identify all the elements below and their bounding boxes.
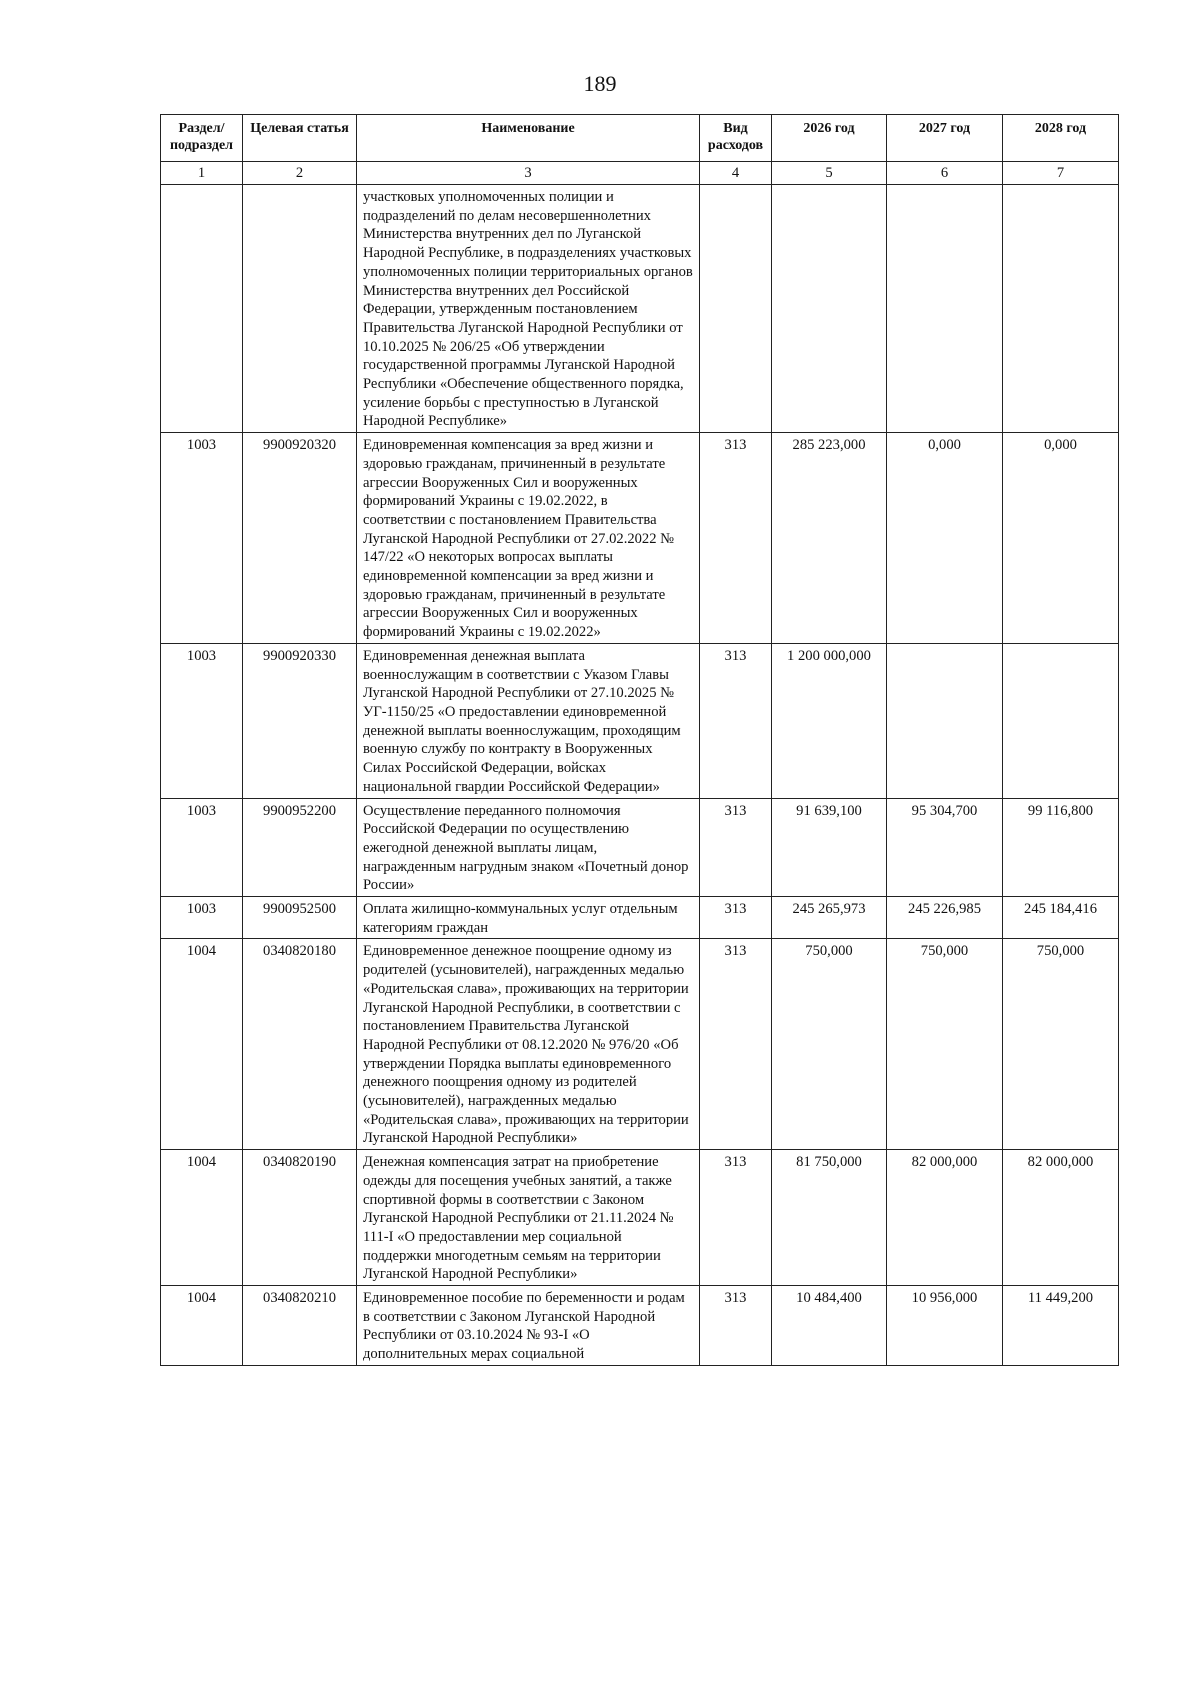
table-row <box>161 185 1119 433</box>
section-cell <box>161 185 243 433</box>
target-cell <box>243 185 357 433</box>
header-year-2028: 2028 год <box>1003 115 1119 162</box>
amount-2028-cell: 11 449,200 <box>1003 1286 1119 1366</box>
column-number: 4 <box>700 162 772 185</box>
type-cell: 313 <box>700 643 772 798</box>
amount-2027-cell: 82 000,000 <box>887 1150 1003 1286</box>
amount-2028-cell: 750,000 <box>1003 939 1119 1150</box>
header-expense-type: Вид расходов <box>700 115 772 162</box>
column-number: 2 <box>243 162 357 185</box>
column-number: 7 <box>1003 162 1119 185</box>
name-cell: Единовременная компенсация за вред жизни и здоровью гражданам, причиненный в результате агрессии Вооруженных Сил и вооруженных формирований Украины с 19.02.2022, в соответствии с постановлением Правительства Луганской Народной Республики от 27.02.2022 № 147/22 «О некоторых вопросах выплаты единовременной компенсации за вред жизни и здоровью гражданам, причиненный в результате агрессии Вооруженных Сил и вооруженных формирований Украины с 19.02.2022» <box>357 433 700 644</box>
amount-2028-cell: 99 116,800 <box>1003 798 1119 897</box>
amount-2026-cell: 285 223,000 <box>772 433 887 644</box>
name-cell: Денежная компенсация затрат на приобретение одежды для посещения учебных занятий, а также спортивной формы в соответствии с Законом Луганской Народной Республики от 21.11.2024 № 111-I «О предоставлении мер социальной поддержки многодетным семьям на территории Луганской Народной Республики» <box>357 1150 700 1286</box>
amount-2028-cell: 245 184,416 <box>1003 897 1119 939</box>
column-number-row <box>161 162 1119 185</box>
section-cell: 1003 <box>161 433 243 644</box>
amount-2026-cell <box>772 185 887 433</box>
target-cell: 0340820190 <box>243 1150 357 1286</box>
column-number: 3 <box>357 162 700 185</box>
amount-2027-cell: 0,000 <box>887 433 1003 644</box>
amount-2027-cell: 95 304,700 <box>887 798 1003 897</box>
column-number: 5 <box>772 162 887 185</box>
name-cell: Единовременная денежная выплата военнослужащим в соответствии с Указом Главы Луганской Народной Республики от 27.10.2025 № УГ-1150/25 «О предоставлении единовременной денежной выплаты военнослужащим, проходящим военную службу по контракту в Вооруженных Силах Российской Федерации, войсках национальной гвардии Российской Федерации» <box>357 643 700 798</box>
amount-2028-cell: 0,000 <box>1003 433 1119 644</box>
table-row <box>161 433 1119 644</box>
section-cell: 1004 <box>161 1286 243 1366</box>
section-cell: 1003 <box>161 643 243 798</box>
header-name: Наименование <box>357 115 700 162</box>
name-cell: Единовременное денежное поощрение одному из родителей (усыновителей), награжденных медалью «Родительская слава», проживающих на территории Луганской Народной Республики, в соответствии с постановлением Правительства Луганской Народной Республики от 08.12.2020 № 976/20 «Об утверждении Порядка выплаты единовременного денежного поощрения одному из родителей (усыновителей), награжденных медалью «Родительская слава», проживающих на территории Луганской Народной Республики» <box>357 939 700 1150</box>
amount-2026-cell: 91 639,100 <box>772 798 887 897</box>
section-cell: 1003 <box>161 798 243 897</box>
amount-2027-cell <box>887 185 1003 433</box>
amount-2028-cell: 82 000,000 <box>1003 1150 1119 1286</box>
table-row <box>161 798 1119 897</box>
target-cell: 9900920320 <box>243 433 357 644</box>
table-row <box>161 939 1119 1150</box>
budget-table <box>160 114 1119 1366</box>
amount-2028-cell <box>1003 643 1119 798</box>
amount-2026-cell: 81 750,000 <box>772 1150 887 1286</box>
type-cell: 313 <box>700 798 772 897</box>
header-section: Раздел/ подраздел <box>161 115 243 162</box>
name-cell: Осуществление переданного полномочия Российской Федерации по осуществлению ежегодной денежной выплаты лицам, награжденным нагрудным знаком «Почетный донор России» <box>357 798 700 897</box>
amount-2026-cell: 1 200 000,000 <box>772 643 887 798</box>
section-cell: 1004 <box>161 1150 243 1286</box>
target-cell: 0340820210 <box>243 1286 357 1366</box>
target-cell: 9900920330 <box>243 643 357 798</box>
amount-2027-cell: 750,000 <box>887 939 1003 1150</box>
amount-2026-cell: 10 484,400 <box>772 1286 887 1366</box>
name-cell: участковых уполномоченных полиции и подразделений по делам несовершеннолетних Министерства внутренних дел по Луганской Народной Республике, в подразделениях участковых уполномоченных полиции территориальных органов Министерства внутренних дел Российской Федерации, утвержденным постановлением Правительства Луганской Народной Республики от 10.10.2025 № 206/25 «Об утверждении государственной программы Луганской Народной Республики «Обеспечение общественного порядка, усиление борьбы с преступностью в Луганской Народной Республике» <box>357 185 700 433</box>
amount-2026-cell: 750,000 <box>772 939 887 1150</box>
section-cell: 1003 <box>161 897 243 939</box>
table-row <box>161 643 1119 798</box>
header-year-2026: 2026 год <box>772 115 887 162</box>
amount-2027-cell <box>887 643 1003 798</box>
page-number: 189 <box>583 71 617 96</box>
type-cell <box>700 185 772 433</box>
target-cell: 0340820180 <box>243 939 357 1150</box>
table-row <box>161 897 1119 939</box>
target-cell: 9900952500 <box>243 897 357 939</box>
amount-2028-cell <box>1003 185 1119 433</box>
amount-2026-cell: 245 265,973 <box>772 897 887 939</box>
header-row <box>161 115 1119 162</box>
target-cell: 9900952200 <box>243 798 357 897</box>
header-target-article: Целевая статья <box>243 115 357 162</box>
type-cell: 313 <box>700 939 772 1150</box>
amount-2027-cell: 245 226,985 <box>887 897 1003 939</box>
type-cell: 313 <box>700 433 772 644</box>
type-cell: 313 <box>700 1286 772 1366</box>
column-number: 1 <box>161 162 243 185</box>
amount-2027-cell: 10 956,000 <box>887 1286 1003 1366</box>
name-cell: Оплата жилищно-коммунальных услуг отдельным категориям граждан <box>357 897 700 939</box>
type-cell: 313 <box>700 1150 772 1286</box>
column-number: 6 <box>887 162 1003 185</box>
section-cell: 1004 <box>161 939 243 1150</box>
name-cell: Единовременное пособие по беременности и родам в соответствии с Законом Луганской Народной Республики от 03.10.2024 № 93-I «О дополнительных мерах социальной <box>357 1286 700 1366</box>
header-year-2027: 2027 год <box>887 115 1003 162</box>
table-row <box>161 1286 1119 1366</box>
table-row <box>161 1150 1119 1286</box>
type-cell: 313 <box>700 897 772 939</box>
